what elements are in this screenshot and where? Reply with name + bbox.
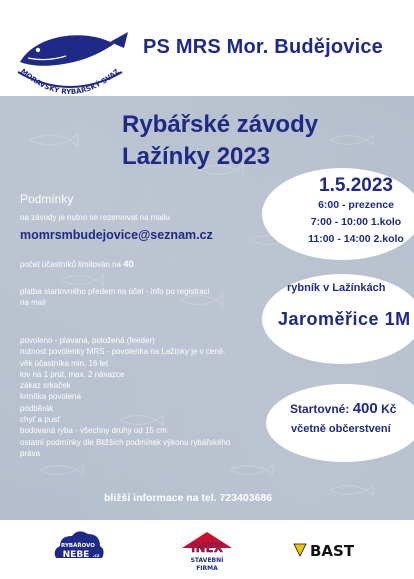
schedule xyxy=(300,175,412,248)
inex-line1: STAVEBNÍ xyxy=(190,557,224,564)
inex-logo-icon xyxy=(178,528,236,574)
inex-line2: FIRMA xyxy=(196,565,218,572)
venue-line2: Jaroměřice 1M xyxy=(278,309,411,329)
bast-name: BAST xyxy=(310,542,355,560)
fee-line xyxy=(290,400,396,417)
fish-logo-icon xyxy=(6,28,134,98)
mrs-logo xyxy=(6,28,134,98)
event-title-line2: Lažínky 2023 xyxy=(122,143,271,170)
inex-name: INEX xyxy=(191,541,223,555)
rule-item: chyť a pusť xyxy=(20,415,61,425)
fee-amount: 400 xyxy=(352,400,378,417)
event-title-line1: Rybářské závody xyxy=(122,111,319,138)
conditions-heading: Podmínky xyxy=(20,192,74,206)
schedule-item: 11:00 - 14:00 2.kolo xyxy=(308,233,404,245)
rule-item: bodovaná ryba - všechny druhy od 15 cm xyxy=(20,426,167,436)
event-date: 1.5.2023 xyxy=(319,175,393,196)
rule-item: věk účastníka min. 16 let xyxy=(20,358,109,368)
fee-label: Startovné: xyxy=(290,402,350,416)
reserve-text: na závody je nutno se rezervovat na mailu xyxy=(20,213,170,222)
rule-item: povoleno - plavaná, položená (feeder) xyxy=(20,336,155,345)
payment-line1: platba startovného předem na účet - info po registraci xyxy=(20,287,210,296)
limit-text: počet účastníků limitován na xyxy=(20,260,121,269)
rybarovo-nebe-logo-icon xyxy=(50,528,106,570)
nebe-suffix: .cz xyxy=(92,554,100,559)
nebe-line1: RYBÁŘOVO xyxy=(61,543,95,549)
rule-item: nutnost povolenky MRS - povolenka na Lažínky je v ceně. xyxy=(20,347,226,357)
organization-title: PS MRS Mor. Budějovice xyxy=(143,36,384,58)
rules-list xyxy=(20,335,230,459)
svg-text:MORAVSKÝ RYBÁŘSKÝ SVAZ xyxy=(19,67,121,96)
fee-note: včetně občerstvení xyxy=(291,423,391,435)
payment-line2: na mail xyxy=(20,298,46,307)
rule-item: krmítka povolena xyxy=(20,392,81,402)
rule-item: zákaz srkaček xyxy=(20,381,71,391)
fee-currency: Kč xyxy=(381,402,397,416)
rule-item: podběrák xyxy=(20,403,54,413)
rule-item: práva xyxy=(20,448,41,458)
participant-limit xyxy=(20,259,134,270)
venue-line1: rybník v Lažínkách xyxy=(287,282,386,294)
logo-text: MORAVSKÝ RYBÁŘSKÝ SVAZ xyxy=(19,67,121,97)
schedule-item: 7:00 - 10:00 1.kolo xyxy=(310,216,402,228)
contact-phone: bližší informace na tel. 723403686 xyxy=(104,492,273,504)
rule-item: ostatní podmínky dle Bližších podmínek výkonu rybářského xyxy=(20,437,231,447)
bast-logo-icon xyxy=(292,540,380,560)
schedule-item: 6:00 - prezence xyxy=(318,199,394,211)
event-title xyxy=(122,110,318,172)
nebe-line2: NEBE xyxy=(62,550,90,560)
rule-item: lov na 1 prut, max. 2 návazce xyxy=(20,369,125,379)
limit-value: 40 xyxy=(123,259,134,270)
contact-email[interactable]: momrsmbudejovice@seznam.cz xyxy=(20,228,213,242)
